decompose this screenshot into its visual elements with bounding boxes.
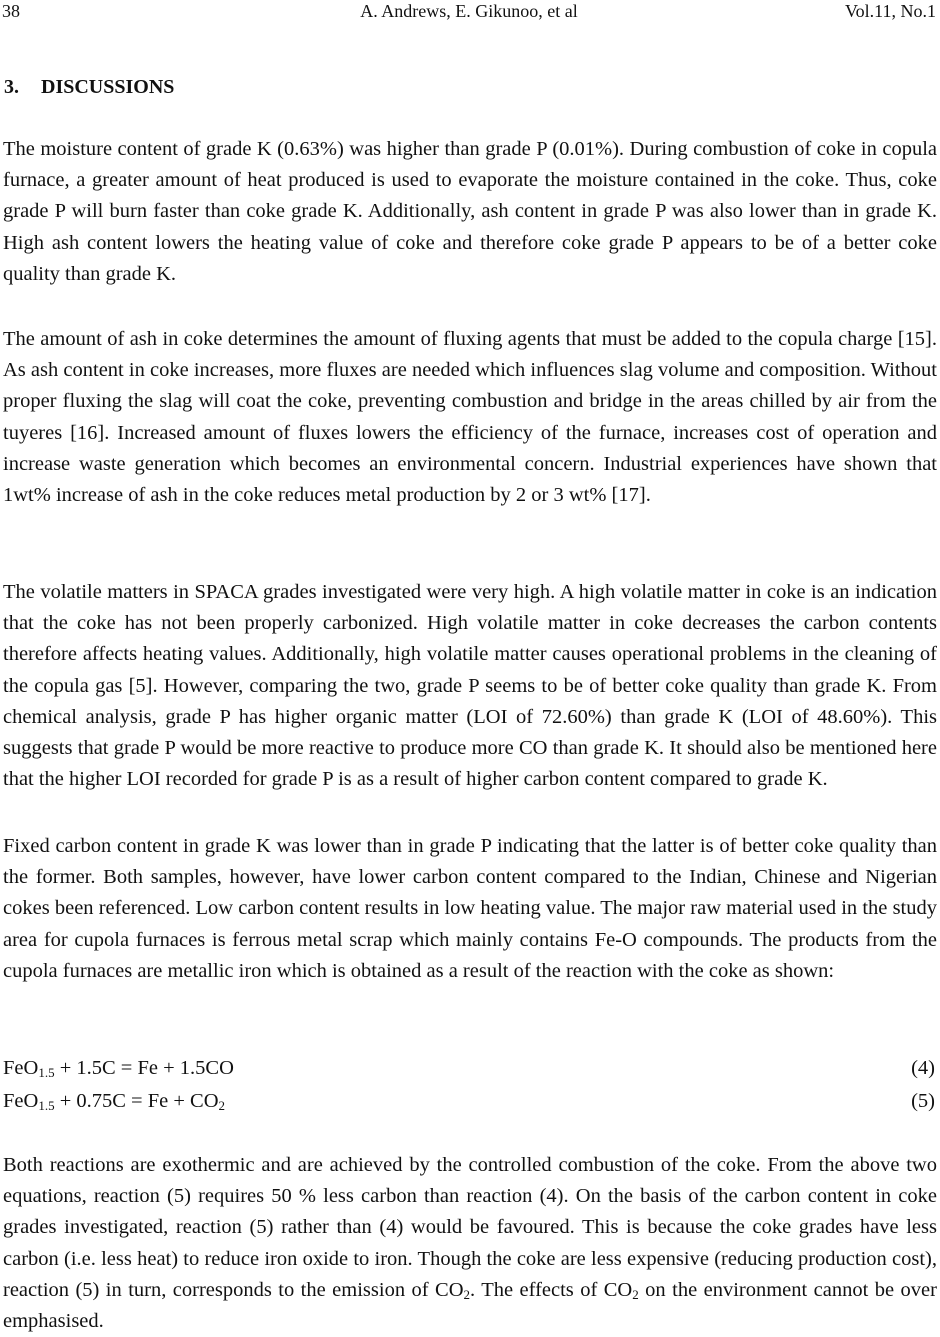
equation-number: (4) xyxy=(911,1057,935,1079)
equation-body: + 0.75C = Fe + CO xyxy=(54,1090,219,1112)
reactions-text-part1: Both reactions are exothermic and are achieved by the controlled combustion of the coke. From the above two equations, reaction (5) requires 50 % less carbon than reaction (4). On the basis of the carbon content in coke grades investigated, reaction (5) rather than (4) would be favoured. This is because the coke grades have less carbon (i.e. less heat) to reduce iron oxide to iron. Though the coke are less expensive (reducing production cost), reaction (5) in turn, corresponds to the emission of CO xyxy=(3,1154,937,1301)
equation-4 xyxy=(3,1054,937,1082)
paragraph-ash: The amount of ash in coke determines the amount of fluxing agents that must be added to the copula charge [15]. As ash content in coke increases, more fluxes are needed which influences slag volume and composition. Without proper fluxing the slag will coat the coke, preventing combustion and bridge in the areas chilled by air from the tuyeres [16]. Increased amount of fluxes lowers the efficiency of the furnace, increases cost of operation and increase waste generation which becomes an environmental concern. Industrial experiences have shown that 1wt% increase of ash in the coke reduces metal production by 2 or 3 wt% [17]. xyxy=(3,328,937,507)
co2-subscript: 2 xyxy=(463,1286,471,1302)
paragraph-moisture: The moisture content of grade K (0.63%) was higher than grade P (0.01%). During combustion of coke in copula furnace, a greater amount of heat produced is used to evaporate the moisture contained in the coke. Thus, coke grade P will burn faster than coke grade K. Additionally, ash content in grade P was also lower than in grade K. High ash content lowers the heating value of coke and therefore coke grade P appears to be of a better coke quality than grade K. xyxy=(3,138,937,285)
section-heading xyxy=(4,74,174,100)
equation-lhs: FeO xyxy=(3,1057,39,1079)
reactions-text-part2: . The effects of CO xyxy=(470,1278,633,1301)
equation-body: + 1.5C = Fe + 1.5CO xyxy=(54,1057,234,1079)
section-title: DISCUSSIONS xyxy=(41,76,175,98)
reactions-text-part3: on the environment cannot be over emphasised. xyxy=(3,1278,937,1333)
running-authors: A. Andrews, E. Gikunoo, et al xyxy=(360,1,578,21)
equation-5 xyxy=(3,1087,937,1115)
equation-product-subscript: 2 xyxy=(218,1098,226,1113)
page-number: 38 xyxy=(2,1,20,21)
co2-subscript: 2 xyxy=(632,1286,639,1302)
paragraph-volatile: The volatile matters in SPACA grades investigated were very high. A high volatile matter in coke is an indication that the coke has not been properly carbonized. High volatile matter in coke decreases the carbon contents therefore affects heating values. Additionally, high volatile matter causes operational problems in the cleaning of the copula gas [5]. However, comparing the two, grade P seems to be of better coke quality than grade K. From chemical analysis, grade P has higher organic matter (LOI of 72.60%) than grade K (LOI of 48.60%). This suggests that grade P would be more reactive to produce more CO than grade K. It should also be mentioned here that the higher LOI recorded for grade P is as a result of higher carbon content compared to grade K. xyxy=(3,581,937,791)
equation-subscript: 1.5 xyxy=(38,1065,55,1080)
paragraph-fixed-carbon: Fixed carbon content in grade K was lower than in grade P indicating that the latter is of better coke quality than the former. Both samples, however, have lower carbon content compared to the Indian, Chinese and Nigerian cokes been referenced. Low carbon content results in low heating value. The major raw material used in the study area for cupola furnaces is ferrous metal scrap which mainly contains Fe-O compounds. The products from the cupola furnaces are metallic iron which is obtained as a result of the reaction with the coke as shown: xyxy=(3,835,937,982)
paragraph-reactions xyxy=(3,1150,937,1337)
equation-number: (5) xyxy=(911,1090,935,1112)
equation-lhs: FeO xyxy=(3,1090,39,1112)
running-header xyxy=(2,0,936,22)
equation-subscript: 1.5 xyxy=(38,1098,55,1113)
volume-info: Vol.11, No.1 xyxy=(844,1,936,21)
section-number: 3. xyxy=(4,76,19,98)
